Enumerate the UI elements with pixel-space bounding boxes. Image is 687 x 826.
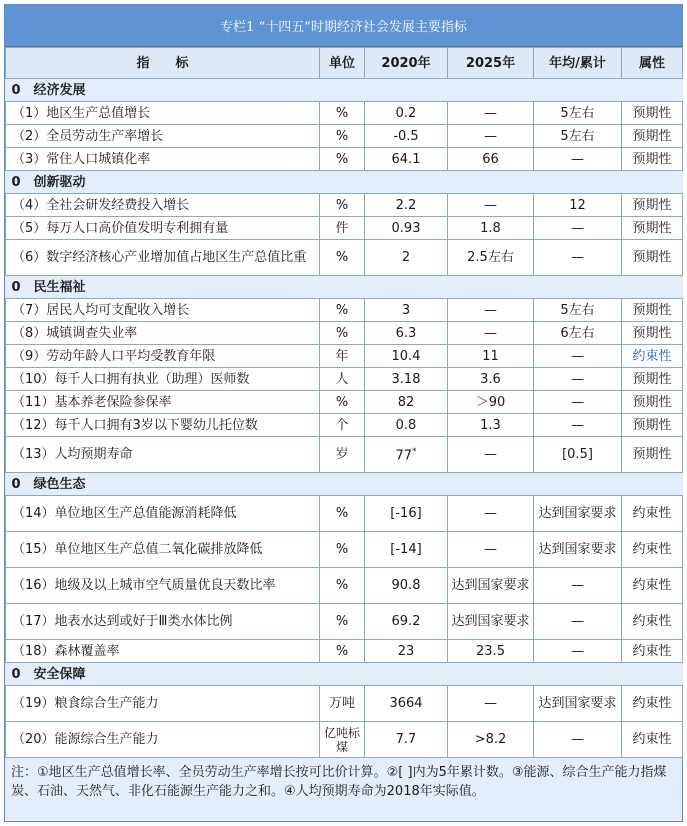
section-title: 0 绿色生态 <box>6 473 683 496</box>
header-unit: 单位 <box>320 48 365 79</box>
attr-cell: 约束性 <box>622 568 683 604</box>
table-row <box>6 102 683 125</box>
value-2025-cell: — <box>448 496 534 532</box>
attr-cell: 预期性 <box>622 414 683 437</box>
section-row <box>6 473 683 496</box>
value-2020-cell: 2.2 <box>365 194 448 217</box>
attr-cell: 约束性 <box>622 604 683 640</box>
avg-cell: — <box>534 217 622 240</box>
value-2020-cell: 7.7 <box>365 722 448 758</box>
section-row <box>6 276 683 299</box>
unit-cell: % <box>320 604 365 640</box>
indicator-cell: （9）劳动年龄人口平均受教育年限 <box>6 345 320 368</box>
header-attr: 属性 <box>622 48 683 79</box>
value-2020-cell: 64.1 <box>365 148 448 171</box>
table-note: 注：①地区生产总值增长率、全员劳动生产率增长按可比价计算。②[ ]内为5年累计数。③能源、综合生产能力指煤炭、石油、天然气、非化石能源生产能力之和。④人均预期寿命为2018年实际值。 <box>11 765 667 799</box>
attr-cell: 约束性 <box>622 496 683 532</box>
table-row <box>6 686 683 722</box>
indicator-cell: （4）全社会研发经费投入增长 <box>6 194 320 217</box>
indicator-cell: （7）居民人均可支配收入增长 <box>6 299 320 322</box>
table-row <box>6 568 683 604</box>
unit-cell: % <box>320 496 365 532</box>
indicator-cell: （15）单位地区生产总值二氧化碳排放降低 <box>6 532 320 568</box>
indicator-table-panel <box>4 4 683 822</box>
footnote-mark: * <box>412 447 417 458</box>
indicator-cell: （6）数字经济核心产业增加值占地区生产总值比重 <box>6 240 320 276</box>
indicator-cell: （1）地区生产总值增长 <box>6 102 320 125</box>
table-row <box>6 217 683 240</box>
value-2025-cell: — <box>448 532 534 568</box>
section-row <box>6 171 683 194</box>
unit-cell: 亿吨标煤 <box>320 722 365 758</box>
avg-cell: — <box>534 368 622 391</box>
value-2020-cell: [-16] <box>365 496 448 532</box>
unit-cell: 件 <box>320 217 365 240</box>
value-2025-cell: 1.8 <box>448 217 534 240</box>
table-row <box>6 722 683 758</box>
indicator-cell: （3）常住人口城镇化率 <box>6 148 320 171</box>
attr-cell: 预期性 <box>622 391 683 414</box>
table-row <box>6 496 683 532</box>
indicator-cell: （17）地表水达到或好于Ⅲ类水体比例 <box>6 604 320 640</box>
indicator-cell: （10）每千人口拥有执业（助理）医师数 <box>6 368 320 391</box>
avg-cell: — <box>534 391 622 414</box>
value-2025-cell: >8.2 <box>448 722 534 758</box>
value-2020-cell: 0.93 <box>365 217 448 240</box>
value-2025-cell: — <box>448 125 534 148</box>
value-2025-cell: — <box>448 686 534 722</box>
attr-cell: 预期性 <box>622 368 683 391</box>
table-row <box>6 532 683 568</box>
avg-cell: 达到国家要求 <box>534 686 622 722</box>
value-2025-cell: 11 <box>448 345 534 368</box>
unit-cell: % <box>320 640 365 663</box>
section-row <box>6 663 683 686</box>
section-title: 0 安全保障 <box>6 663 683 686</box>
indicator-cell: （8）城镇调查失业率 <box>6 322 320 345</box>
table-row <box>6 437 683 473</box>
indicator-cell: （18）森林覆盖率 <box>6 640 320 663</box>
avg-cell: — <box>534 604 622 640</box>
value-2025-cell: 2.5左右 <box>448 240 534 276</box>
avg-cell: — <box>534 640 622 663</box>
attr-cell: 预期性 <box>622 299 683 322</box>
avg-cell: 6左右 <box>534 322 622 345</box>
avg-cell: 12 <box>534 194 622 217</box>
value-2020-cell: 3664 <box>365 686 448 722</box>
avg-cell: 达到国家要求 <box>534 532 622 568</box>
indicator-cell: （5）每万人口高价值发明专利拥有量 <box>6 217 320 240</box>
avg-cell: — <box>534 345 622 368</box>
indicator-cell: （13）人均预期寿命 <box>6 437 320 473</box>
value-2025-cell: — <box>448 299 534 322</box>
value-2025-cell: ＞90 <box>448 391 534 414</box>
section-title: 0 民生福祉 <box>6 276 683 299</box>
section-row <box>6 79 683 102</box>
value-2025-cell: 23.5 <box>448 640 534 663</box>
table-row <box>6 414 683 437</box>
table-row <box>6 322 683 345</box>
avg-cell: — <box>534 568 622 604</box>
table-row <box>6 148 683 171</box>
avg-cell: 5左右 <box>534 125 622 148</box>
avg-cell: [0.5] <box>534 437 622 473</box>
unit-cell: % <box>320 148 365 171</box>
table-row <box>6 368 683 391</box>
unit-cell: % <box>320 240 365 276</box>
value-2020-cell: [-14] <box>365 532 448 568</box>
value-2025-cell: 达到国家要求 <box>448 568 534 604</box>
avg-cell: — <box>534 414 622 437</box>
value-2020-cell: 90.8 <box>365 568 448 604</box>
value-2020-cell: 3 <box>365 299 448 322</box>
attr-cell: 约束性 <box>622 686 683 722</box>
attr-cell: 约束性 <box>622 345 683 368</box>
table-row <box>6 299 683 322</box>
unit-cell: 万吨 <box>320 686 365 722</box>
attr-cell: 预期性 <box>622 437 683 473</box>
indicator-cell: （12）每千人口拥有3岁以下婴幼儿托位数 <box>6 414 320 437</box>
indicator-cell: （14）单位地区生产总值能源消耗降低 <box>6 496 320 532</box>
value-2020-cell: -0.5 <box>365 125 448 148</box>
indicator-cell: （2）全员劳动生产率增长 <box>6 125 320 148</box>
unit-cell: 年 <box>320 345 365 368</box>
unit-cell: % <box>320 299 365 322</box>
unit-cell: 人 <box>320 368 365 391</box>
value-2025-cell: 1.3 <box>448 414 534 437</box>
value-2025-cell: 3.6 <box>448 368 534 391</box>
table-row <box>6 640 683 663</box>
avg-cell: 5左右 <box>534 299 622 322</box>
avg-cell: 5左右 <box>534 102 622 125</box>
section-title: 0 经济发展 <box>6 79 683 102</box>
unit-cell: % <box>320 102 365 125</box>
table-row <box>6 391 683 414</box>
unit-cell: % <box>320 322 365 345</box>
unit-cell: 个 <box>320 414 365 437</box>
section-title: 0 创新驱动 <box>6 171 683 194</box>
value-2025-cell: — <box>448 437 534 473</box>
table-row <box>6 125 683 148</box>
indicator-cell: （16）地级及以上城市空气质量优良天数比率 <box>6 568 320 604</box>
table-row <box>6 240 683 276</box>
attr-cell: 预期性 <box>622 194 683 217</box>
value-2025-cell: 达到国家要求 <box>448 604 534 640</box>
attr-cell: 预期性 <box>622 240 683 276</box>
table-row <box>6 194 683 217</box>
table-title: 专栏1 “十四五”时期经济社会发展主要指标 <box>5 5 682 47</box>
value-2020-cell: 3.18 <box>365 368 448 391</box>
header-indicator: 指 标 <box>6 48 320 79</box>
value-2020-cell: 82 <box>365 391 448 414</box>
attr-cell: 约束性 <box>622 640 683 663</box>
value-2025-cell: — <box>448 102 534 125</box>
value-2025-cell: — <box>448 194 534 217</box>
avg-cell: — <box>534 240 622 276</box>
value-2020-cell: 69.2 <box>365 604 448 640</box>
unit-cell: % <box>320 568 365 604</box>
value-2020-cell: 0.2 <box>365 102 448 125</box>
value-2020-cell: 10.4 <box>365 345 448 368</box>
avg-cell: — <box>534 148 622 171</box>
attr-cell: 预期性 <box>622 322 683 345</box>
table-row <box>6 345 683 368</box>
value-2020-cell: 0.8 <box>365 414 448 437</box>
attr-cell: 预期性 <box>622 125 683 148</box>
unit-cell: 岁 <box>320 437 365 473</box>
header-row <box>6 48 683 79</box>
value-text: 77 <box>395 448 413 464</box>
indicator-cell: （11）基本养老保险参保率 <box>6 391 320 414</box>
value-2020-cell: 2 <box>365 240 448 276</box>
header-2020: 2020年 <box>365 48 448 79</box>
unit-cell: % <box>320 194 365 217</box>
value-2020-cell: 23 <box>365 640 448 663</box>
header-avg: 年均/累计 <box>534 48 622 79</box>
avg-cell: — <box>534 722 622 758</box>
indicator-table <box>5 47 683 758</box>
indicator-cell: （19）粮食综合生产能力 <box>6 686 320 722</box>
value-2025-cell: 66 <box>448 148 534 171</box>
attr-cell: 约束性 <box>622 722 683 758</box>
avg-cell: 达到国家要求 <box>534 496 622 532</box>
attr-cell: 预期性 <box>622 217 683 240</box>
indicator-cell: （20）能源综合生产能力 <box>6 722 320 758</box>
unit-cell: % <box>320 532 365 568</box>
unit-cell: % <box>320 391 365 414</box>
table-row <box>6 604 683 640</box>
unit-cell: % <box>320 125 365 148</box>
value-2020-cell: 6.3 <box>365 322 448 345</box>
header-2025: 2025年 <box>448 48 534 79</box>
attr-cell: 预期性 <box>622 102 683 125</box>
value-2025-cell: — <box>448 322 534 345</box>
attr-cell: 预期性 <box>622 148 683 171</box>
attr-cell: 约束性 <box>622 532 683 568</box>
value-2020-cell <box>365 437 448 473</box>
